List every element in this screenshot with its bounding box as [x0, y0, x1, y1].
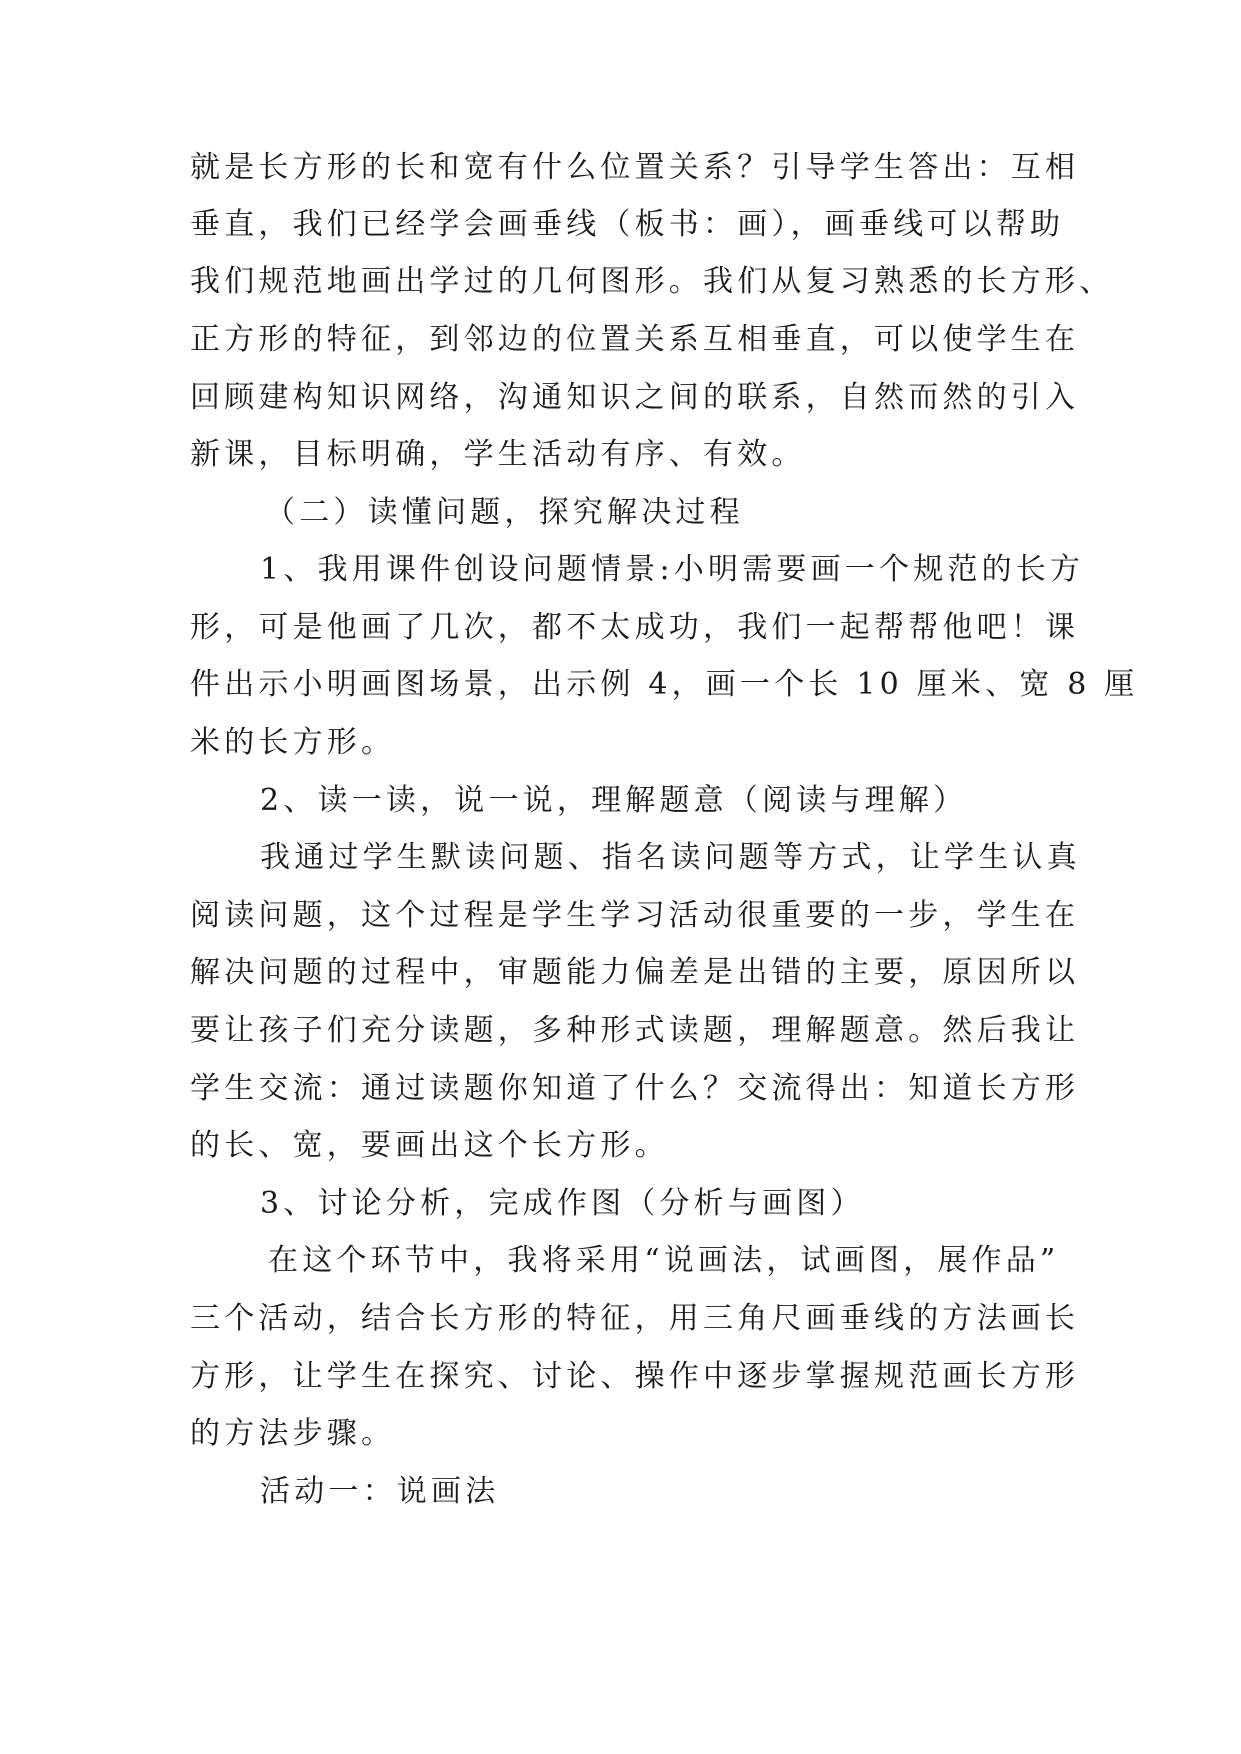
text-line-10: 件出示小明画图场景，出示例 4，画一个长 10 厘米、宽 8 厘: [190, 667, 1139, 702]
text-line-11: 米的长方形。: [190, 725, 396, 760]
text-line-9: 形，可是他画了几次，都不太成功，我们一起帮帮他吧！课: [190, 610, 1080, 645]
text-line-18: 的长、宽，要画出这个长方形。: [190, 1128, 669, 1163]
text-line-22: 方形，让学生在探究、讨论、操作中逐步掌握规范画长方形: [190, 1359, 1080, 1394]
text-line-4: 正方形的特征，到邻边的位置关系互相垂直，可以使学生在: [190, 322, 1080, 357]
text-line-2: 垂直，我们已经学会画垂线（板书：画），画垂线可以帮助: [190, 207, 1065, 242]
text-line-8: 1、我用课件创设问题情景:小明需要画一个规范的长方: [260, 552, 1085, 587]
text-line-6: 新课，目标明确，学生活动有序、有效。: [190, 437, 806, 472]
text-line-17: 学生交流：通过读题你知道了什么？交流得出：知道长方形: [190, 1071, 1080, 1106]
text-line-14: 阅读问题，这个过程是学生学习活动很重要的一步，学生在: [190, 898, 1080, 933]
text-line-13: 我通过学生默读问题、指名读问题等方式，让学生认真: [260, 840, 1081, 875]
text-line-20: 在这个环节中，我将采用“说画法，试画图，展作品”: [268, 1243, 1060, 1278]
text-line-19: 3、讨论分析，完成作图（分析与画图）: [260, 1186, 865, 1221]
text-line-23: 的方法步骤。: [190, 1416, 396, 1451]
text-line-12: 2、读一读，说一说，理解题意（阅读与理解）: [260, 783, 968, 818]
text-line-5: 回顾建构知识网络，沟通知识之间的联系，自然而然的引入: [190, 380, 1080, 415]
text-line-15: 解决问题的过程中，审题能力偏差是出错的主要，原因所以: [190, 955, 1080, 990]
text-line-24: 活动一：说画法: [260, 1474, 500, 1509]
text-line-21: 三个活动，结合长方形的特征，用三角尺画垂线的方法画长: [190, 1301, 1080, 1336]
section-heading: （二）读懂问题，探究解决过程: [265, 495, 744, 530]
text-line-1: 就是长方形的长和宽有什么位置关系？引导学生答出：互相: [190, 150, 1080, 185]
text-line-16: 要让孩子们充分读题，多种形式读题，理解题意。然后我让: [190, 1013, 1080, 1048]
text-line-3: 我们规范地画出学过的几何图形。我们从复习熟悉的长方形、: [190, 264, 1114, 299]
